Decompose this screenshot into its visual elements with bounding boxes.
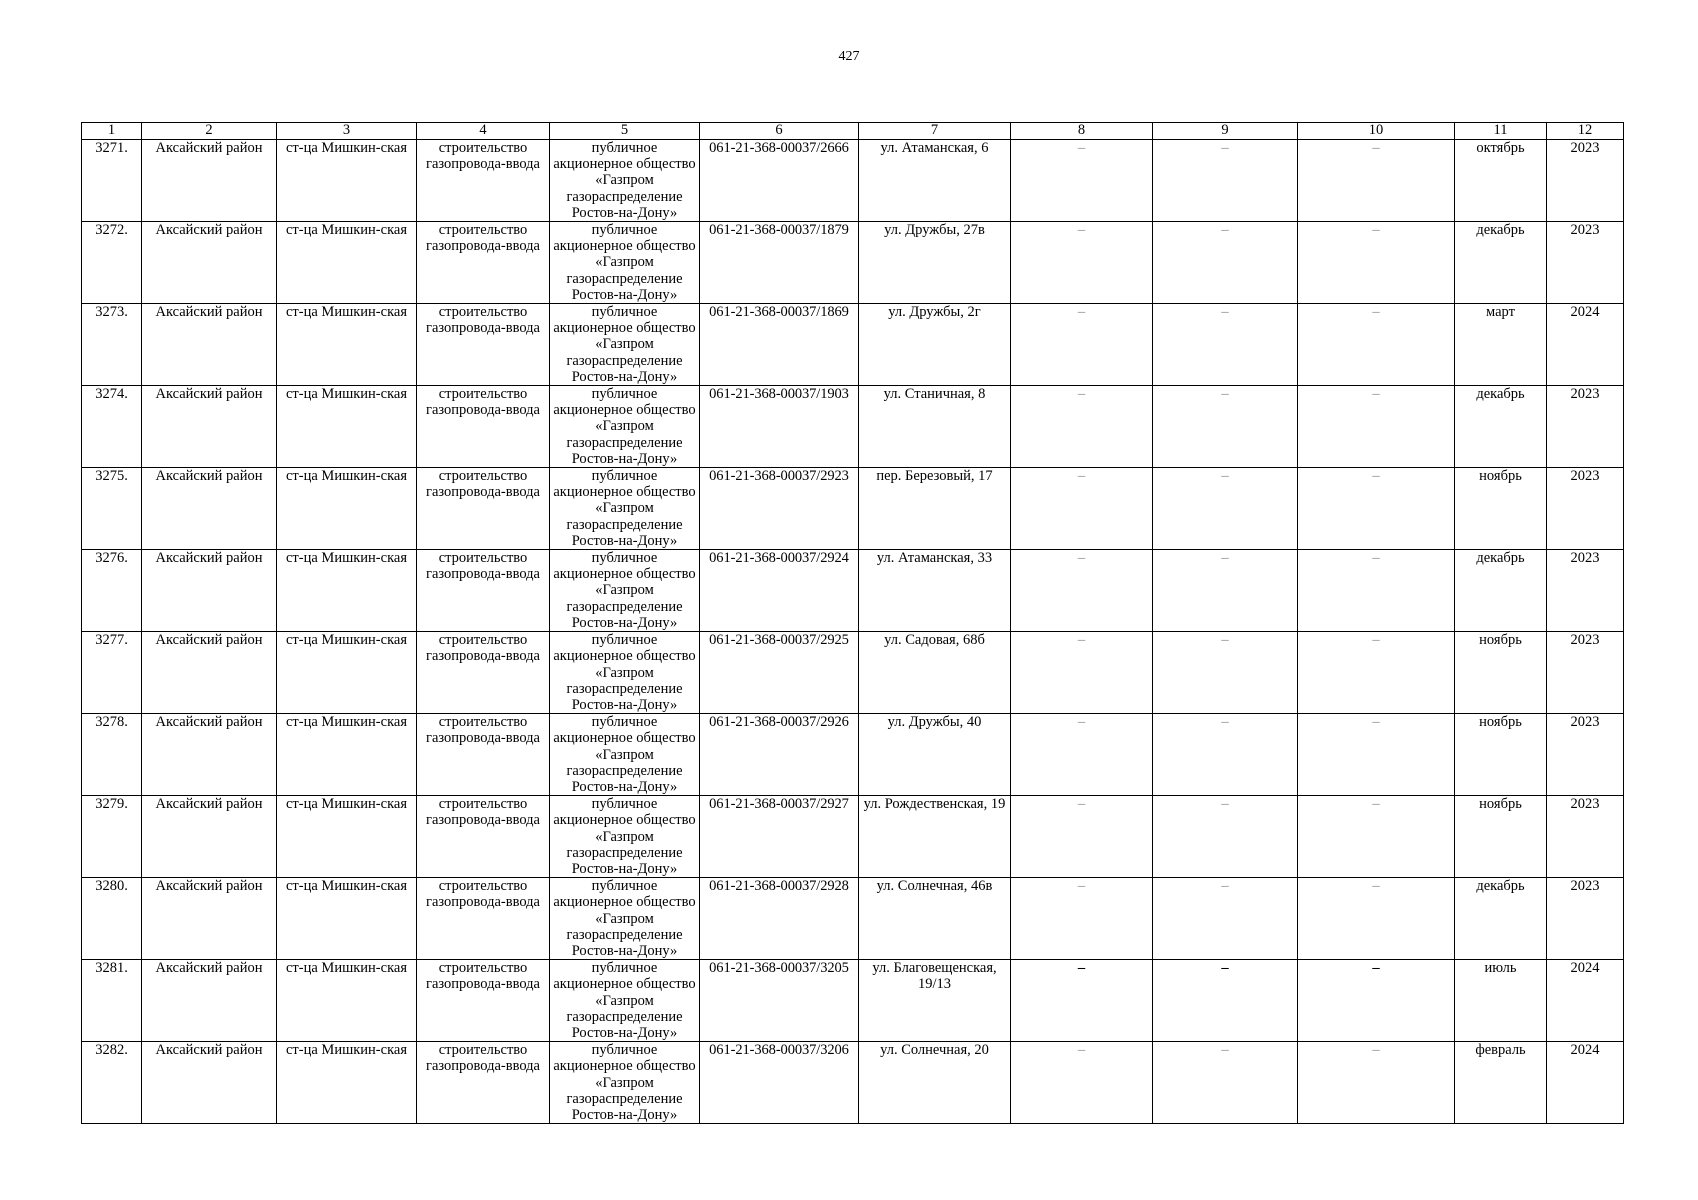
work-type-cell: строительство газопровода-ввода <box>417 632 550 714</box>
year-cell: 2024 <box>1547 1042 1624 1124</box>
column-9-cell: – <box>1153 878 1298 960</box>
column-header-8: 8 <box>1011 123 1153 140</box>
year-cell: 2024 <box>1547 304 1624 386</box>
year-cell: 2023 <box>1547 878 1624 960</box>
column-8-cell: – <box>1011 714 1153 796</box>
locality-cell: ст-ца Мишкин-ская <box>277 1042 417 1124</box>
district-cell: Аксайский район <box>142 878 277 960</box>
column-header-11: 11 <box>1455 123 1547 140</box>
owner-cell: публичное акционерное общество «Газпром газораспределение Ростов-на-Дону» <box>550 550 700 632</box>
cadastral-number-cell: 061-21-368-00037/2924 <box>700 550 859 632</box>
work-type-cell: строительство газопровода-ввода <box>417 960 550 1042</box>
column-8-cell: – <box>1011 632 1153 714</box>
month-cell: июль <box>1455 960 1547 1042</box>
work-type-cell: строительство газопровода-ввода <box>417 1042 550 1124</box>
column-8-cell: – <box>1011 304 1153 386</box>
column-header-7: 7 <box>859 123 1011 140</box>
table-row <box>82 550 1624 632</box>
table-row <box>82 468 1624 550</box>
row-number: 3282. <box>82 1042 142 1124</box>
column-9-cell: – <box>1153 714 1298 796</box>
district-cell: Аксайский район <box>142 960 277 1042</box>
address-cell: ул. Садовая, 68б <box>859 632 1011 714</box>
table-header <box>82 123 1624 140</box>
column-8-cell: – <box>1011 386 1153 468</box>
district-cell: Аксайский район <box>142 632 277 714</box>
page-number: 427 <box>838 49 860 64</box>
month-cell: март <box>1455 304 1547 386</box>
owner-cell: публичное акционерное общество «Газпром газораспределение Ростов-на-Дону» <box>550 304 700 386</box>
column-10-cell: – <box>1298 140 1455 222</box>
row-number: 3278. <box>82 714 142 796</box>
column-10-cell: – <box>1298 878 1455 960</box>
column-10-cell: – <box>1298 550 1455 632</box>
column-header-10: 10 <box>1298 123 1455 140</box>
year-cell: 2024 <box>1547 960 1624 1042</box>
row-number: 3281. <box>82 960 142 1042</box>
row-number: 3276. <box>82 550 142 632</box>
column-8-cell: – <box>1011 140 1153 222</box>
month-cell: ноябрь <box>1455 468 1547 550</box>
owner-cell: публичное акционерное общество «Газпром газораспределение Ростов-на-Дону» <box>550 878 700 960</box>
month-cell: декабрь <box>1455 222 1547 304</box>
locality-cell: ст-ца Мишкин-ская <box>277 222 417 304</box>
locality-cell: ст-ца Мишкин-ская <box>277 304 417 386</box>
owner-cell: публичное акционерное общество «Газпром газораспределение Ростов-на-Дону» <box>550 140 700 222</box>
table-row <box>82 714 1624 796</box>
column-header-2: 2 <box>142 123 277 140</box>
column-9-cell: – <box>1153 140 1298 222</box>
column-9-cell: – <box>1153 960 1298 1042</box>
owner-cell: публичное акционерное общество «Газпром газораспределение Ростов-на-Дону» <box>550 468 700 550</box>
column-9-cell: – <box>1153 550 1298 632</box>
cadastral-number-cell: 061-21-368-00037/2666 <box>700 140 859 222</box>
row-number: 3280. <box>82 878 142 960</box>
work-type-cell: строительство газопровода-ввода <box>417 140 550 222</box>
column-10-cell: – <box>1298 386 1455 468</box>
column-9-cell: – <box>1153 1042 1298 1124</box>
row-number: 3271. <box>82 140 142 222</box>
address-cell: ул. Благовещенская, 19/13 <box>859 960 1011 1042</box>
locality-cell: ст-ца Мишкин-ская <box>277 386 417 468</box>
address-cell: ул. Рождественская, 19 <box>859 796 1011 878</box>
locality-cell: ст-ца Мишкин-ская <box>277 714 417 796</box>
column-10-cell: – <box>1298 960 1455 1042</box>
address-cell: пер. Березовый, 17 <box>859 468 1011 550</box>
cadastral-number-cell: 061-21-368-00037/2928 <box>700 878 859 960</box>
row-number: 3274. <box>82 386 142 468</box>
table-row <box>82 960 1624 1042</box>
year-cell: 2023 <box>1547 468 1624 550</box>
column-8-cell: – <box>1011 550 1153 632</box>
column-10-cell: – <box>1298 796 1455 878</box>
month-cell: ноябрь <box>1455 632 1547 714</box>
month-cell: декабрь <box>1455 386 1547 468</box>
column-10-cell: – <box>1298 468 1455 550</box>
year-cell: 2023 <box>1547 632 1624 714</box>
cadastral-number-cell: 061-21-368-00037/2925 <box>700 632 859 714</box>
column-10-cell: – <box>1298 1042 1455 1124</box>
owner-cell: публичное акционерное общество «Газпром газораспределение Ростов-на-Дону» <box>550 632 700 714</box>
table-row <box>82 796 1624 878</box>
address-cell: ул. Атаманская, 6 <box>859 140 1011 222</box>
locality-cell: ст-ца Мишкин-ская <box>277 632 417 714</box>
table-body <box>82 140 1624 1124</box>
registry-table <box>81 122 1624 1124</box>
row-number: 3277. <box>82 632 142 714</box>
district-cell: Аксайский район <box>142 1042 277 1124</box>
column-8-cell: – <box>1011 878 1153 960</box>
district-cell: Аксайский район <box>142 714 277 796</box>
district-cell: Аксайский район <box>142 304 277 386</box>
work-type-cell: строительство газопровода-ввода <box>417 386 550 468</box>
column-9-cell: – <box>1153 222 1298 304</box>
table-row <box>82 222 1624 304</box>
table-row <box>82 140 1624 222</box>
cadastral-number-cell: 061-21-368-00037/2923 <box>700 468 859 550</box>
work-type-cell: строительство газопровода-ввода <box>417 550 550 632</box>
column-header-12: 12 <box>1547 123 1624 140</box>
table-row <box>82 304 1624 386</box>
owner-cell: публичное акционерное общество «Газпром газораспределение Ростов-на-Дону» <box>550 960 700 1042</box>
table-row <box>82 632 1624 714</box>
district-cell: Аксайский район <box>142 222 277 304</box>
table-row <box>82 878 1624 960</box>
column-8-cell: – <box>1011 960 1153 1042</box>
cadastral-number-cell: 061-21-368-00037/2926 <box>700 714 859 796</box>
address-cell: ул. Атаманская, 33 <box>859 550 1011 632</box>
column-8-cell: – <box>1011 796 1153 878</box>
column-header-6: 6 <box>700 123 859 140</box>
locality-cell: ст-ца Мишкин-ская <box>277 878 417 960</box>
owner-cell: публичное акционерное общество «Газпром газораспределение Ростов-на-Дону» <box>550 796 700 878</box>
column-10-cell: – <box>1298 632 1455 714</box>
month-cell: октябрь <box>1455 140 1547 222</box>
column-9-cell: – <box>1153 304 1298 386</box>
year-cell: 2023 <box>1547 386 1624 468</box>
column-10-cell: – <box>1298 304 1455 386</box>
column-header-9: 9 <box>1153 123 1298 140</box>
cadastral-number-cell: 061-21-368-00037/2927 <box>700 796 859 878</box>
address-cell: ул. Дружбы, 40 <box>859 714 1011 796</box>
district-cell: Аксайский район <box>142 796 277 878</box>
work-type-cell: строительство газопровода-ввода <box>417 468 550 550</box>
cadastral-number-cell: 061-21-368-00037/3205 <box>700 960 859 1042</box>
column-header-3: 3 <box>277 123 417 140</box>
address-cell: ул. Солнечная, 20 <box>859 1042 1011 1124</box>
locality-cell: ст-ца Мишкин-ская <box>277 468 417 550</box>
address-cell: ул. Дружбы, 27в <box>859 222 1011 304</box>
table-row <box>82 1042 1624 1124</box>
district-cell: Аксайский район <box>142 550 277 632</box>
work-type-cell: строительство газопровода-ввода <box>417 878 550 960</box>
year-cell: 2023 <box>1547 796 1624 878</box>
column-header-1: 1 <box>82 123 142 140</box>
row-number: 3279. <box>82 796 142 878</box>
column-8-cell: – <box>1011 468 1153 550</box>
cadastral-number-cell: 061-21-368-00037/3206 <box>700 1042 859 1124</box>
work-type-cell: строительство газопровода-ввода <box>417 222 550 304</box>
column-10-cell: – <box>1298 714 1455 796</box>
work-type-cell: строительство газопровода-ввода <box>417 714 550 796</box>
column-9-cell: – <box>1153 796 1298 878</box>
column-header-4: 4 <box>417 123 550 140</box>
locality-cell: ст-ца Мишкин-ская <box>277 550 417 632</box>
address-cell: ул. Солнечная, 46в <box>859 878 1011 960</box>
column-8-cell: – <box>1011 222 1153 304</box>
column-9-cell: – <box>1153 632 1298 714</box>
owner-cell: публичное акционерное общество «Газпром газораспределение Ростов-на-Дону» <box>550 714 700 796</box>
row-number: 3272. <box>82 222 142 304</box>
year-cell: 2023 <box>1547 222 1624 304</box>
month-cell: февраль <box>1455 1042 1547 1124</box>
column-header-5: 5 <box>550 123 700 140</box>
month-cell: декабрь <box>1455 550 1547 632</box>
column-number-row <box>82 123 1624 140</box>
year-cell: 2023 <box>1547 714 1624 796</box>
owner-cell: публичное акционерное общество «Газпром газораспределение Ростов-на-Дону» <box>550 1042 700 1124</box>
address-cell: ул. Дружбы, 2г <box>859 304 1011 386</box>
column-9-cell: – <box>1153 468 1298 550</box>
cadastral-number-cell: 061-21-368-00037/1869 <box>700 304 859 386</box>
table-row <box>82 386 1624 468</box>
work-type-cell: строительство газопровода-ввода <box>417 796 550 878</box>
district-cell: Аксайский район <box>142 140 277 222</box>
district-cell: Аксайский район <box>142 386 277 468</box>
district-cell: Аксайский район <box>142 468 277 550</box>
work-type-cell: строительство газопровода-ввода <box>417 304 550 386</box>
year-cell: 2023 <box>1547 140 1624 222</box>
column-9-cell: – <box>1153 386 1298 468</box>
owner-cell: публичное акционерное общество «Газпром газораспределение Ростов-на-Дону» <box>550 222 700 304</box>
owner-cell: публичное акционерное общество «Газпром газораспределение Ростов-на-Дону» <box>550 386 700 468</box>
address-cell: ул. Станичная, 8 <box>859 386 1011 468</box>
month-cell: ноябрь <box>1455 714 1547 796</box>
month-cell: декабрь <box>1455 878 1547 960</box>
locality-cell: ст-ца Мишкин-ская <box>277 140 417 222</box>
row-number: 3273. <box>82 304 142 386</box>
column-10-cell: – <box>1298 222 1455 304</box>
locality-cell: ст-ца Мишкин-ская <box>277 960 417 1042</box>
year-cell: 2023 <box>1547 550 1624 632</box>
column-8-cell: – <box>1011 1042 1153 1124</box>
locality-cell: ст-ца Мишкин-ская <box>277 796 417 878</box>
month-cell: ноябрь <box>1455 796 1547 878</box>
cadastral-number-cell: 061-21-368-00037/1879 <box>700 222 859 304</box>
cadastral-number-cell: 061-21-368-00037/1903 <box>700 386 859 468</box>
row-number: 3275. <box>82 468 142 550</box>
